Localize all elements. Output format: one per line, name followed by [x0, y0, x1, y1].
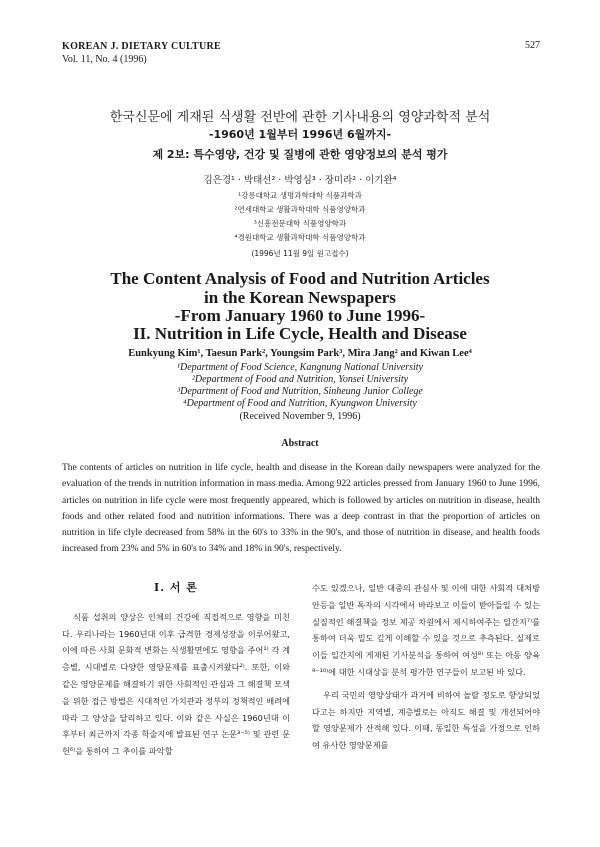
english-title-line: II. Nutrition in Life Cycle, Health and Disease [133, 324, 467, 343]
abstract-text: The contents of articles on nutrition in life cycle, health and disease in the Korean daily newspapers were analyzed for the evaluation of the trends in nutrition information in mass media. Among 922 articles pressed from January 1960 to June 1996, articles on nutrition in life cycle were most frequently appeared, which is followed by articles on nutrition in disease, health foods and other related food and nutrition informations. There was a deep contrast in that the proportion of articles on nutrition in life clyle decreased from 58% in the 60's to 33% in the 90's, and those of nutrition in disease, and health foods increased from 23% and 5% in 60's to 34% and 18% in 90's, respectively. [62, 463, 540, 555]
body-paragraph: 우리 국민의 영양상태가 과거에 비하여 놀랄 정도로 향상되었다고는 하지만 지역별, 계층별로는 아직도 해결 및 개선되어야 할 영양문제가 산적해 있다. 이때, 동일한 특성을 가정으로 인하여 유사한 영양문제를 [312, 689, 540, 751]
english-title-line: -From January 1960 to June 1996- [174, 306, 426, 325]
section-heading: I. 서 론 [154, 581, 198, 594]
korean-received-date: (1996년 11월 9일 원고접수) [251, 249, 349, 258]
journal-volume: Vol. 11, No. 4 (1996) [62, 54, 147, 65]
english-authors: Eunkyung Kim¹, Taesun Park², Youngsim Park³, Mira Jang² and Kiwan Lee⁴ [128, 348, 472, 359]
korean-affiliation: ³신흥전문대학 식품영양학과 [253, 219, 347, 228]
body-column-left [62, 580, 290, 760]
abstract-heading: Abstract [281, 438, 319, 449]
english-affiliation: ²Department of Food and Nutrition, Yonsei University [191, 374, 409, 385]
korean-affiliation: ²연세대학교 생활과학대학 식품영양학과 [234, 205, 366, 214]
korean-affiliation: ¹강릉대학교 생명과학대학 식품과학과 [238, 191, 362, 200]
english-affiliation: ³Department of Food and Nutrition, Sinheung Junior College [177, 386, 423, 397]
korean-affiliation: ⁴경원대학교 생활과학대학 식품영양학과 [234, 233, 366, 242]
english-title-line: The Content Analysis of Food and Nutrition Articles [110, 269, 490, 288]
journal-name: KOREAN J. DIETARY CULTURE [62, 41, 222, 52]
korean-title-subtitle: 제 2보: 특수영양, 건강 및 질병에 관한 영양정보의 분석 평가 [152, 148, 448, 161]
body-column-right [312, 580, 540, 754]
english-received-date: (Received November 9, 1996) [239, 411, 361, 422]
korean-title-main: 한국신문에 게재된 식생활 전반에 관한 기사내용의 영양과학적 분석 [109, 110, 491, 125]
body-paragraph: 식품 섭취의 양상은 인체의 건강에 직접적으로 영향을 미친다. 우리나라는 1960년대 이후 급격한 경제성장을 이루어왔고, 이에 따른 사회 문화적 변화는 식생활면에도 영향을 주어¹⁾ 각 계층별, 시대별로 다양한 영양문제를 표출시켜왔다²⁾. 또한, 이와 같은 영양문제를 해결하기 위한 사회적인 관심과 그 해결책 모색을 위한 접근 방법은 시대적인 가치관과 정부의 정책적인 배려에 따라 그 양상을 달리하고 있다. 이와 같은 사실은 1960년대 이후부터 최근까지 각종 학술지에 발표된 연구 논문³⁻⁵⁾ 및 관련 문헌⁶⁾을 통하여 그 추이를 파악할 [62, 611, 290, 757]
page-number: 527 [525, 40, 540, 51]
korean-title-period: -1960년 1월부터 1996년 6월까지- [208, 128, 392, 141]
running-header [62, 40, 221, 66]
english-title-line: in the Korean Newspapers [204, 288, 396, 307]
english-affiliation: ¹Department of Food Science, Kangnung National University [176, 362, 423, 373]
english-affiliation: ⁴Department of Food and Nutrition, Kyungwon University [183, 398, 417, 409]
korean-authors: 김은경¹ · 박태선² · 박영심³ · 장미라² · 이기완⁴ [203, 175, 397, 186]
body-paragraph: 수도 있겠으나, 일반 대중의 관심사 및 이에 대한 사회적 대처방안등을 일반 독자의 시각에서 바라보고 이들이 받아들일 수 있는 실질적인 해결책을 정보 제공 차원에서 제시하여주는 일간지⁷⁾를 통하여 더욱 밀도 깊게 이해할 수 있을 것으로 추측된다. 실제로 이들 일간지에 게재된 기사분석을 통하여 여성⁸⁾ 또는 아동 양육⁹⁻¹⁰⁾에 대한 시대상을 분석 평가한 연구들이 보고된 바 있다. [312, 583, 540, 677]
abstract-body [62, 460, 540, 558]
